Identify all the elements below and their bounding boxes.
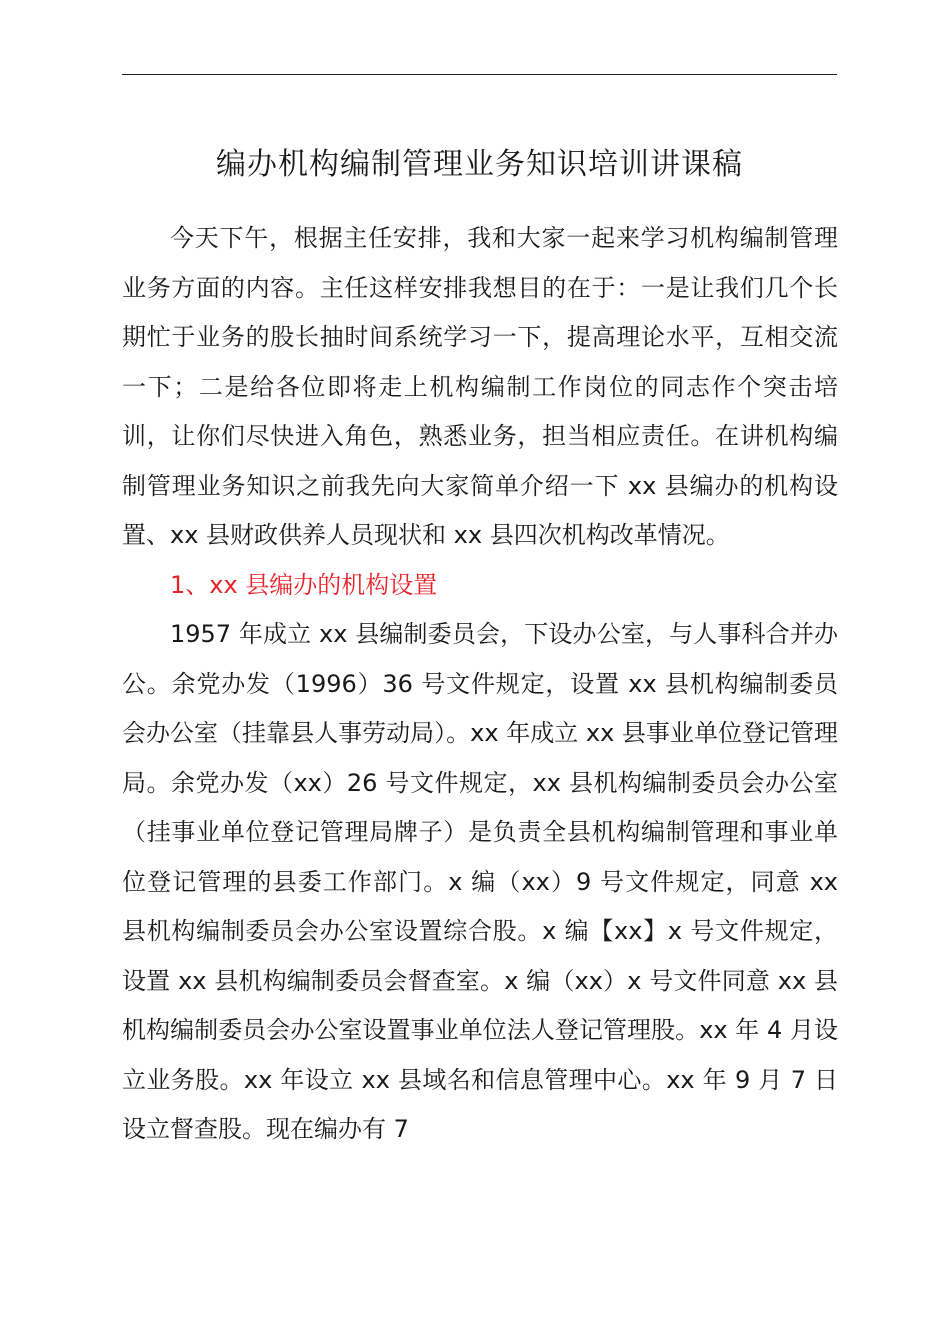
section-heading-1: 1、xx 县编办的机构设置: [170, 570, 438, 599]
section-1-paragraph: 1957 年成立 xx 县编制委员会，下设办公室，与人事科合并办公。余党办发（1996）36 号文件规定，设置 xx 县机构编制委员会办公室（挂靠县人事劳动局）。xx 年成立 xx 县事业单位登记管理局。余党办发（xx）26 号文件规定，xx 县机构编制委员会办公室（挂事业单位登记管理局牌子）是负责全县机构编制管理和事业单位登记管理的县委工作部门。x 编（xx）9 号文件规定，同意 xx 县机构编制委员会办公室设置综合股。x 编【xx】x 号文件规定，设置 xx 县机构编制委员会督查室。x 编（xx）x 号文件同意 xx 县机构编制委员会办公室设置事业单位法人登记管理股。xx 年 4 月设立业务股。xx 年设立 xx 县域名和信息管理中心。xx 年 9 月 7 日设立督查股。现在编办有 7: [122, 620, 838, 1143]
header-rule: [122, 74, 837, 75]
intro-paragraph: 今天下午，根据主任安排，我和大家一起来学习机构编制管理业务方面的内容。主任这样安排我想目的在于：一是让我们几个长期忙于业务的股长抽时间系统学习一下，提高理论水平，互相交流一下；二是给各位即将走上机构编制工作岗位的同志作个突击培训，让你们尽快进入角色，熟悉业务，担当相应责任。在讲机构编制管理业务知识之前我先向大家简单介绍一下 xx 县编办的机构设置、xx 县财政供养人员现状和 xx 县四次机构改革情况。: [122, 224, 838, 549]
document-title: 编办机构编制管理业务知识培训讲课稿: [216, 147, 743, 182]
document-body: [122, 214, 838, 1155]
